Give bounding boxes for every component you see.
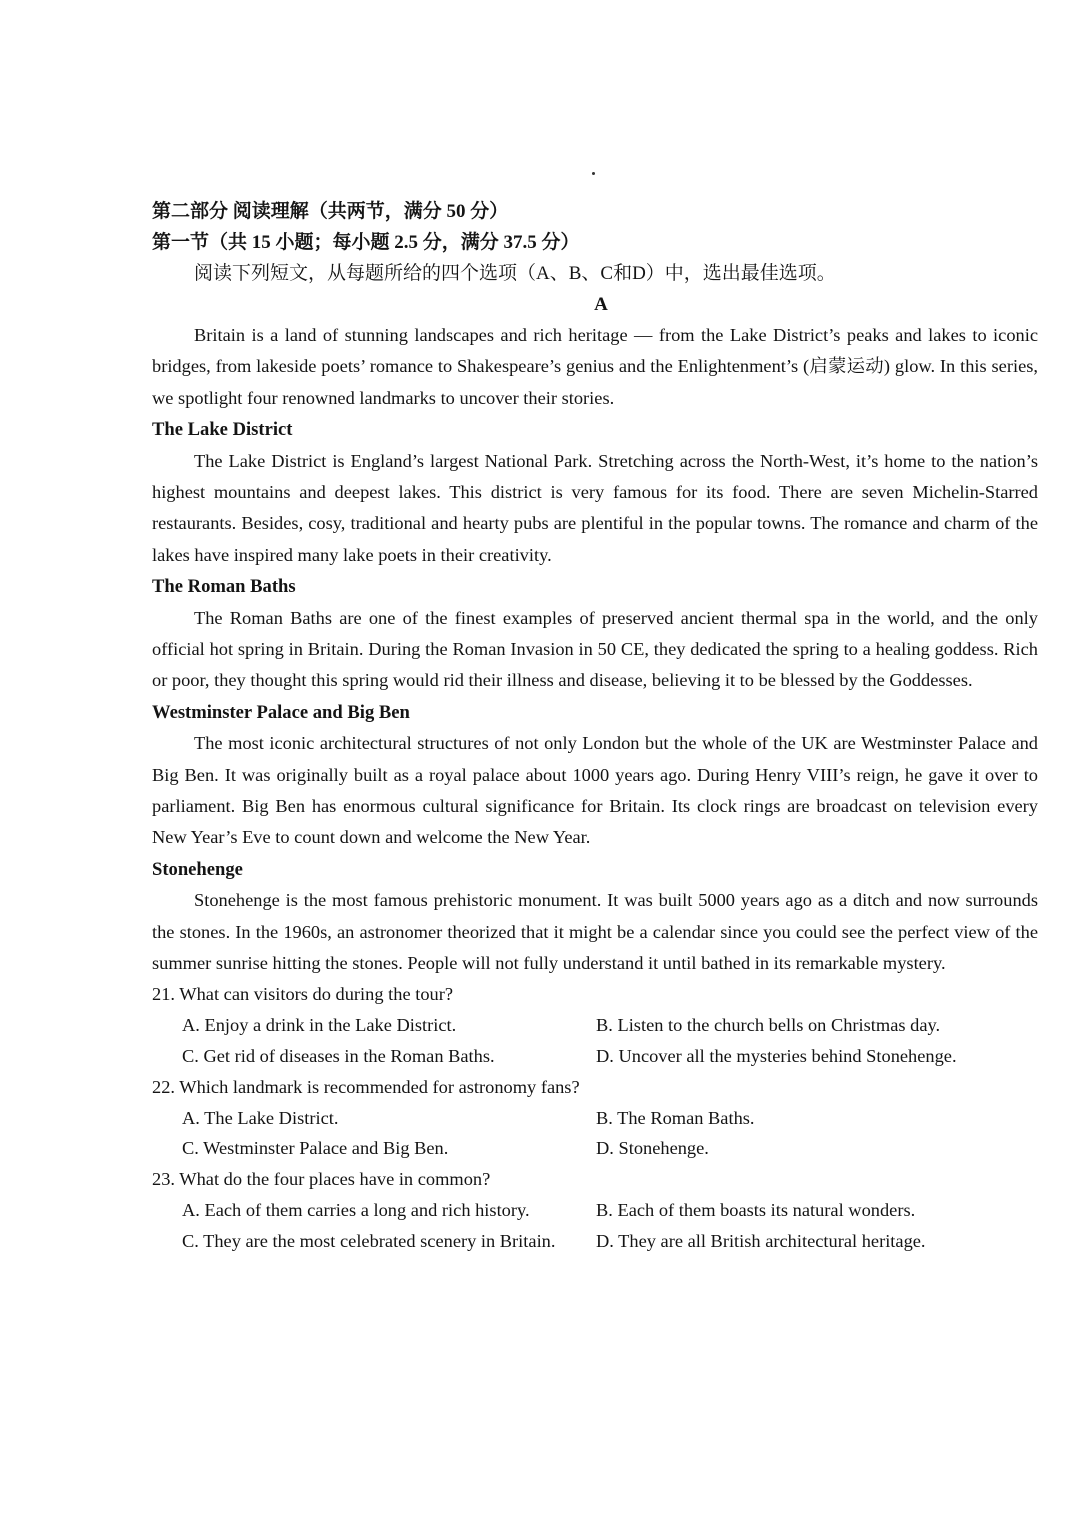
question-23-stem: 23. What do the four places have in common? [152, 1169, 491, 1190]
option-21-d: D. Uncover all the mysteries behind Stonehenge. [596, 1046, 957, 1067]
section-heading-westminster: Westminster Palace and Big Ben [152, 701, 410, 723]
section-title: 第一节（共 15 小题；每小题 2.5 分，满分 37.5 分） [152, 232, 580, 253]
option-23-b: B. Each of them boasts its natural wonders. [596, 1200, 916, 1221]
section-heading-roman-baths: The Roman Baths [152, 576, 296, 598]
question-22-options-row-2 [152, 1133, 1038, 1164]
option-21-c: C. Get rid of diseases in the Roman Baths. [182, 1046, 495, 1067]
part-title: 第二部分 阅读理解（共两节，满分 50 分） [152, 201, 509, 222]
scan-speck [592, 172, 595, 175]
question-23-options-row-2 [152, 1226, 1038, 1257]
option-23-d: D. They are all British architectural heritage. [596, 1230, 926, 1251]
option-23-a: A. Each of them carries a long and rich history. [182, 1200, 530, 1221]
option-22-d: D. Stonehenge. [596, 1138, 709, 1159]
section-heading-stonehenge: Stonehenge [152, 858, 243, 880]
question-22-stem: 22. Which landmark is recommended for astronomy fans? [152, 1076, 580, 1097]
option-21-a: A. Enjoy a drink in the Lake District. [182, 1015, 457, 1036]
passage-label: A [594, 294, 608, 315]
section-body-roman-baths: The Roman Baths are one of the finest examples of preserved ancient thermal spa in the world, and the only official hot spring in Britain. During the Roman Invasion in 50 CE, they dedicated the spring to a healing goddess. Rich or poor, they thought this spring would rid their illness and disease, believing it to be blessed by the Goddesses. [152, 607, 1038, 691]
option-23-c: C. They are the most celebrated scenery in Britain. [182, 1230, 556, 1251]
option-22-a: A. The Lake District. [182, 1107, 339, 1128]
section-body-westminster: The most iconic architectural structures of not only London but the whole of the UK are Westminster Palace and Big Ben. It was originally built as a royal palace about 1000 years ago. During Henry VIII’s reign, he gave it over to parliament. Big Ben has enormous cultural significance for Britain. Its clock rings are broadcast on television every New Year’s Eve to count down and welcome the New Year. [152, 733, 1038, 848]
option-22-b: B. The Roman Baths. [596, 1107, 755, 1128]
section-heading-lake-district: The Lake District [152, 419, 293, 441]
section-body-lake-district: The Lake District is England’s largest National Park. Stretching across the North-West, it’s home to the nation’s highest mountains and deepest lakes. This district is very famous for its food. There are seven Michelin-Starred restaurants. Besides, cosy, traditional and hearty pubs are plentiful in the popular towns. The romance and charm of the lakes have inspired many lake poets in their creativity. [152, 450, 1038, 565]
question-22-options-row-1 [152, 1103, 1038, 1134]
instruction-text: 阅读下列短文，从每题所给的四个选项（A、B、C和D）中，选出最佳选项。 [194, 263, 836, 284]
option-22-c: C. Westminster Palace and Big Ben. [182, 1138, 449, 1159]
option-21-b: B. Listen to the church bells on Christmas day. [596, 1015, 941, 1036]
page-content [152, 196, 1038, 1257]
question-23-options-row-1 [152, 1195, 1038, 1226]
intro-paragraph: Britain is a land of stunning landscapes and rich heritage — from the Lake District’s peaks and lakes to iconic bridges, from lakeside poets’ romance to Shakespeare’s genius and the Enlightenment’s (启蒙运动) glow. In this series, we spotlight four renowned landmarks to uncover their stories. [152, 325, 1038, 408]
question-21-options-row-2 [152, 1041, 1038, 1072]
question-21-options-row-1 [152, 1010, 1038, 1041]
question-21-stem: 21. What can visitors do during the tour? [152, 984, 454, 1005]
section-body-stonehenge: Stonehenge is the most famous prehistoric monument. It was built 5000 years ago as a ditch and now surrounds the stones. In the 1960s, an astronomer theorized that it might be a calendar since you could see the perfect view of the summer sunrise hitting the stones. People will not fully understand it until bathed in its remarkable mystery. [152, 890, 1038, 974]
